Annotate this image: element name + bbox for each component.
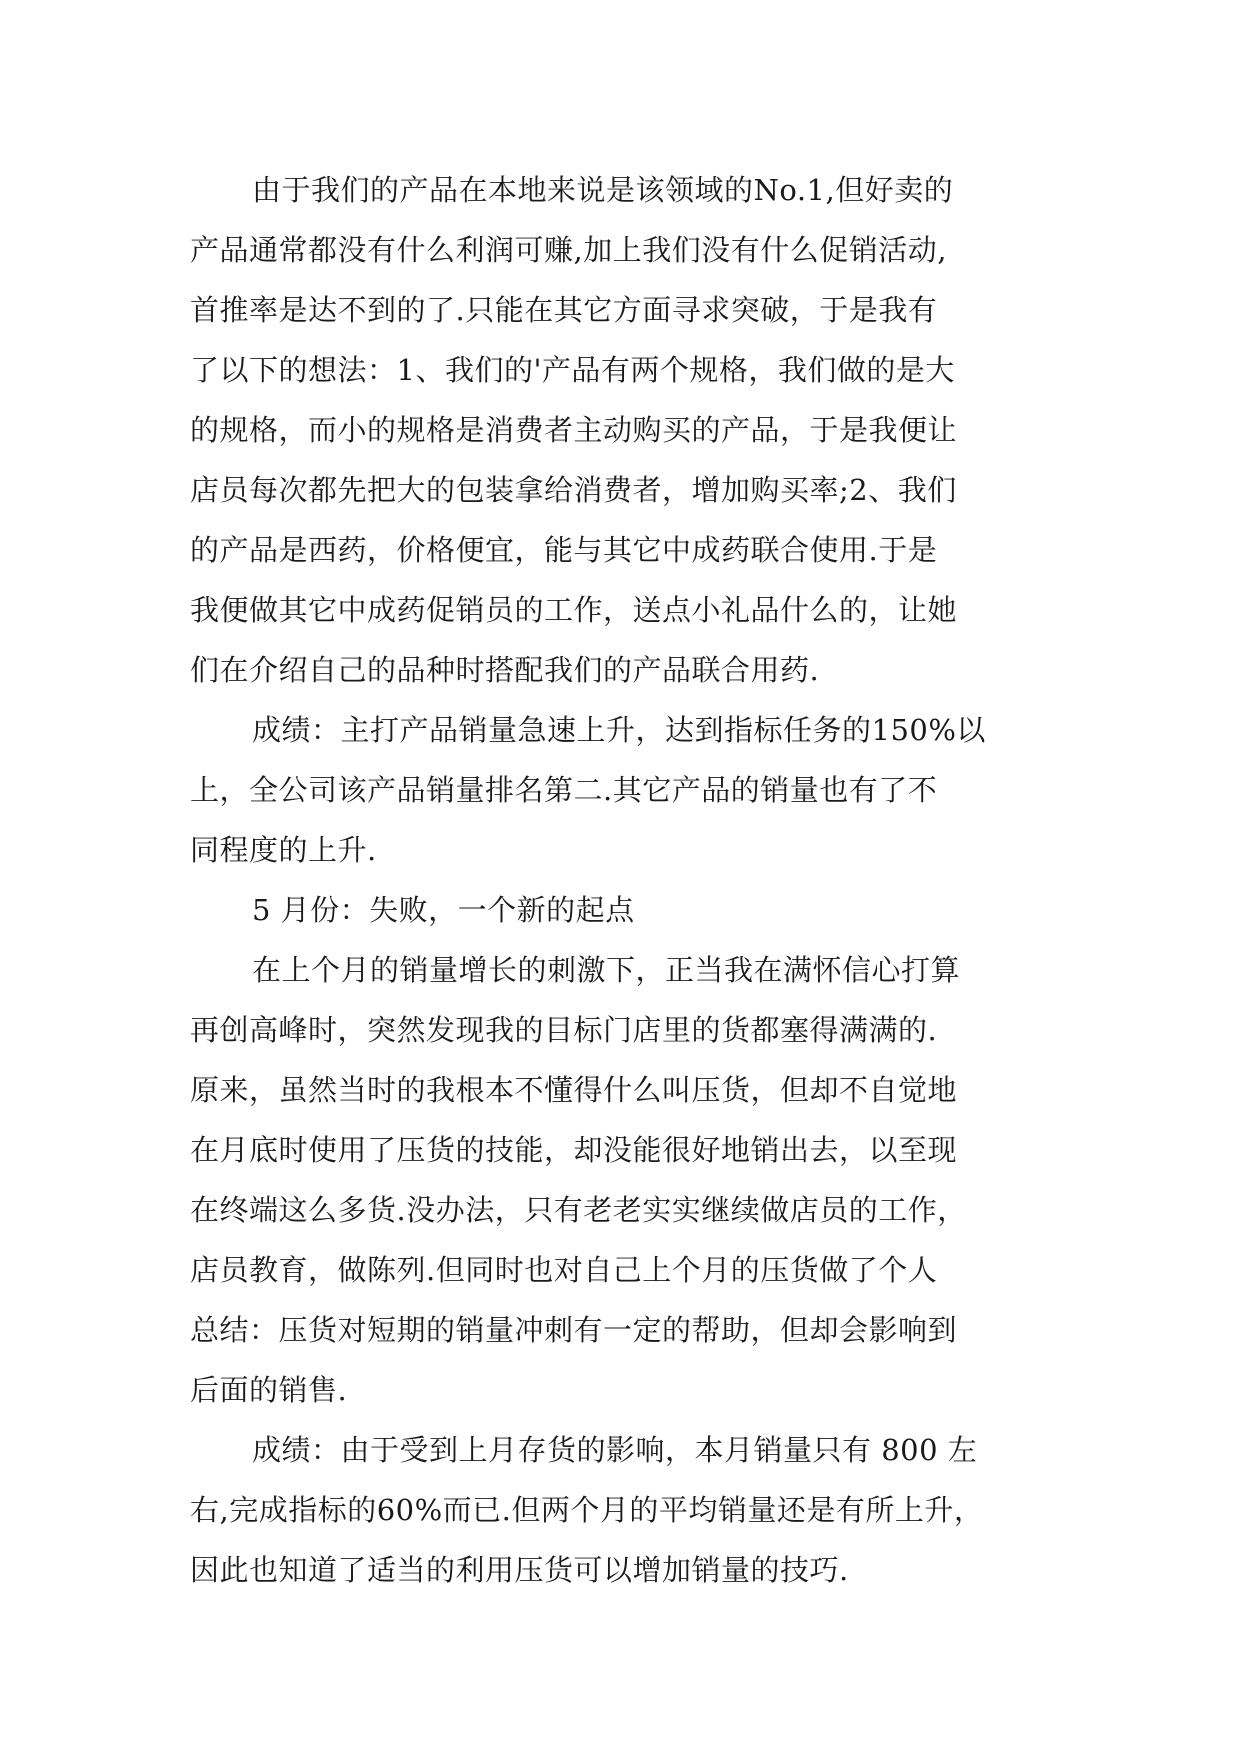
- paragraph-line: 在上个月的销量增长的刺激下，正当我在满怀信心打算: [252, 953, 961, 987]
- paragraph-line: 店员每次都先把大的包装拿给消费者，增加购买率;2、我们: [190, 473, 957, 507]
- paragraph-line: 上，全公司该产品销量排名第二.其它产品的销量也有了不: [190, 773, 938, 807]
- paragraph-line: 同程度的上升.: [190, 833, 377, 867]
- paragraph-line: 产品通常都没有什么利润可赚,加上我们没有什么促销活动,: [190, 233, 947, 267]
- paragraph-line: 总结：压货对短期的销量冲刺有一定的帮助，但却会影响到: [190, 1313, 958, 1347]
- paragraph-line: 的规格，而小的规格是消费者主动购买的产品，于是我便让: [190, 413, 958, 447]
- paragraph-line: 了以下的想法：1、我们的'产品有两个规格，我们做的是大: [190, 353, 955, 387]
- paragraph-line: 的产品是西药，价格便宜，能与其它中成药联合使用.于是: [190, 533, 938, 567]
- section-heading: 5 月份：失败，一个新的起点: [252, 893, 635, 927]
- paragraph-line: 因此也知道了适当的利用压货可以增加销量的技巧.: [190, 1553, 849, 1587]
- paragraph-line: 我便做其它中成药促销员的工作，送点小礼品什么的，让她: [190, 593, 958, 627]
- paragraph-line: 原来，虽然当时的我根本不懂得什么叫压货，但却不自觉地: [190, 1073, 958, 1107]
- paragraph-line: 店员教育，做陈列.但同时也对自己上个月的压货做了个人: [190, 1253, 938, 1287]
- paragraph-line: 成绩：主打产品销量急速上升，达到指标任务的150%以: [252, 713, 986, 747]
- paragraph-line: 再创高峰时，突然发现我的目标门店里的货都塞得满满的.: [190, 1013, 938, 1047]
- paragraph-line: 后面的销售.: [190, 1373, 348, 1407]
- paragraph-line: 在月底时使用了压货的技能，却没能很好地销出去，以至现: [190, 1133, 958, 1167]
- paragraph-line: 们在介绍自己的品种时搭配我们的产品联合用药.: [190, 653, 820, 687]
- paragraph-line: 由于我们的产品在本地来说是该领域的No.1,但好卖的: [252, 173, 954, 207]
- body-text: [190, 160, 1060, 1600]
- paragraph-line: 首推率是达不到的了.只能在其它方面寻求突破，于是我有: [190, 293, 938, 327]
- paragraph-line: 在终端这么多货.没办法，只有老老实实继续做店员的工作，: [190, 1193, 967, 1227]
- paragraph-line: 成绩：由于受到上月存货的影响，本月销量只有 800 左: [252, 1433, 978, 1467]
- paragraph-line: 右,完成指标的60%而已.但两个月的平均销量还是有所上升，: [190, 1493, 984, 1527]
